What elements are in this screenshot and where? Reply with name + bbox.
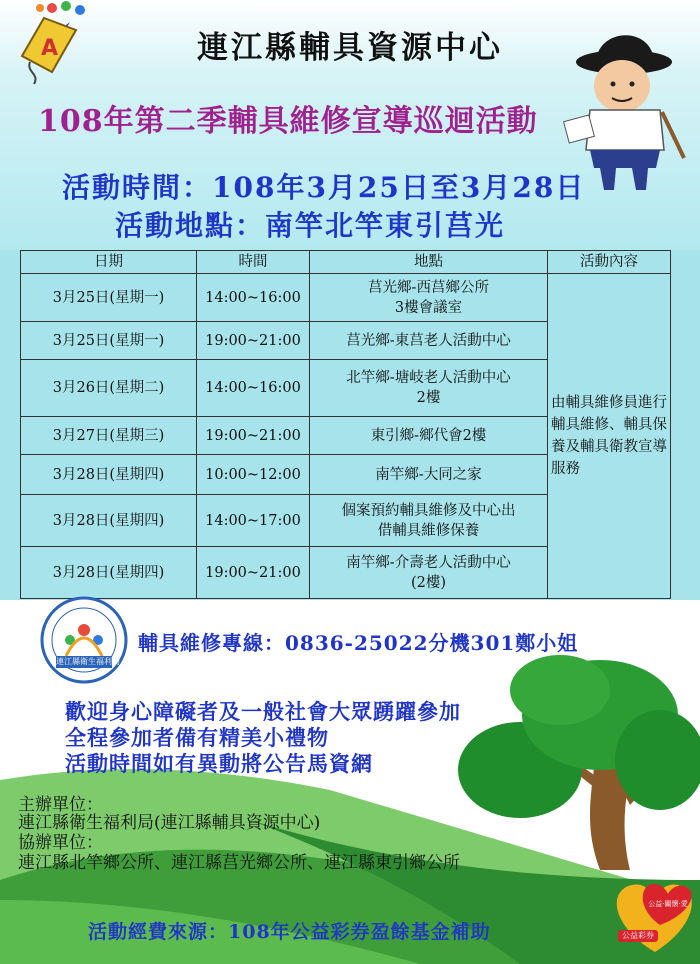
event-time: 活動時間：108年3月25日至3月28日 bbox=[62, 171, 586, 204]
organization-name: 連江縣輔具資源中心 bbox=[197, 30, 503, 66]
row-time: 19:00~21:00 bbox=[197, 322, 310, 360]
header-content: 活動內容 bbox=[548, 251, 671, 274]
row-place: 莒光鄉-東莒老人活動中心 bbox=[310, 322, 548, 360]
row-place: 南竿鄉-大同之家 bbox=[310, 455, 548, 495]
row-time: 14:00~16:00 bbox=[197, 274, 310, 322]
funding-source: 活動經費來源：108年公益彩券盈餘基金補助 bbox=[88, 921, 491, 943]
row-time: 10:00~12:00 bbox=[197, 455, 310, 495]
repair-hotline: 輔具維修專線：0836-25022分機301鄭小姐 bbox=[138, 631, 579, 655]
row-date: 3月25日(星期一) bbox=[21, 274, 197, 322]
event-title: 108年第二季輔具維修宣導巡迴活動 bbox=[38, 104, 538, 139]
lottery-logo-band-text: 公益彩券 bbox=[622, 931, 654, 940]
activity-content: 由輔具維修員進行輔具維修、輔具保養及輔具衛教宣導服務 bbox=[548, 274, 671, 599]
co-host-label: 協辦單位： bbox=[18, 833, 103, 853]
event-location: 活動地點：南竿北竿東引莒光 bbox=[115, 209, 506, 242]
header-place: 地點 bbox=[310, 251, 548, 274]
row-place: 北竿鄉-塘岐老人活動中心 2樓 bbox=[310, 360, 548, 417]
host-label: 主辦單位： bbox=[18, 795, 103, 815]
row-time: 14:00~17:00 bbox=[197, 495, 310, 547]
invitation-line: 活動時間如有異動將公告馬資網 bbox=[65, 751, 373, 776]
host-organization: 連江縣衛生福利局(連江縣輔具資源中心) bbox=[18, 813, 321, 833]
svg-text:A: A bbox=[41, 36, 59, 61]
invitation-line: 全程參加者備有精美小禮物 bbox=[65, 725, 329, 750]
invitation-line: 歡迎身心障礙者及一般社會大眾踴躍參加 bbox=[65, 699, 461, 724]
row-date: 3月27日(星期三) bbox=[21, 417, 197, 455]
lottery-logo-inner-text: 公益·關懷·愛 bbox=[648, 900, 688, 908]
co-host-organizations: 連江縣北竿鄉公所、連江縣莒光鄉公所、連江縣東引鄉公所 bbox=[18, 853, 460, 873]
row-place: 東引鄉-鄉代會2樓 bbox=[310, 417, 548, 455]
row-place: 莒光鄉-西莒鄉公所 3樓會議室 bbox=[310, 274, 548, 322]
row-date: 3月25日(星期一) bbox=[21, 322, 197, 360]
row-time: 19:00~21:00 bbox=[197, 547, 310, 599]
row-place: 南竿鄉-介壽老人活動中心 (2樓) bbox=[310, 547, 548, 599]
row-place: 個案預約輔具維修及中心出 借輔具維修保養 bbox=[310, 495, 548, 547]
row-date: 3月28日(星期四) bbox=[21, 495, 197, 547]
welfare-bureau-logo-text: 連江縣衛生福利局 bbox=[56, 657, 120, 666]
header-time: 時間 bbox=[197, 251, 310, 274]
row-date: 3月26日(星期二) bbox=[21, 360, 197, 417]
row-date: 3月28日(星期四) bbox=[21, 547, 197, 599]
row-time: 19:00~21:00 bbox=[197, 417, 310, 455]
row-date: 3月28日(星期四) bbox=[21, 455, 197, 495]
row-time: 14:00~16:00 bbox=[197, 360, 310, 417]
header-date: 日期 bbox=[21, 251, 197, 274]
